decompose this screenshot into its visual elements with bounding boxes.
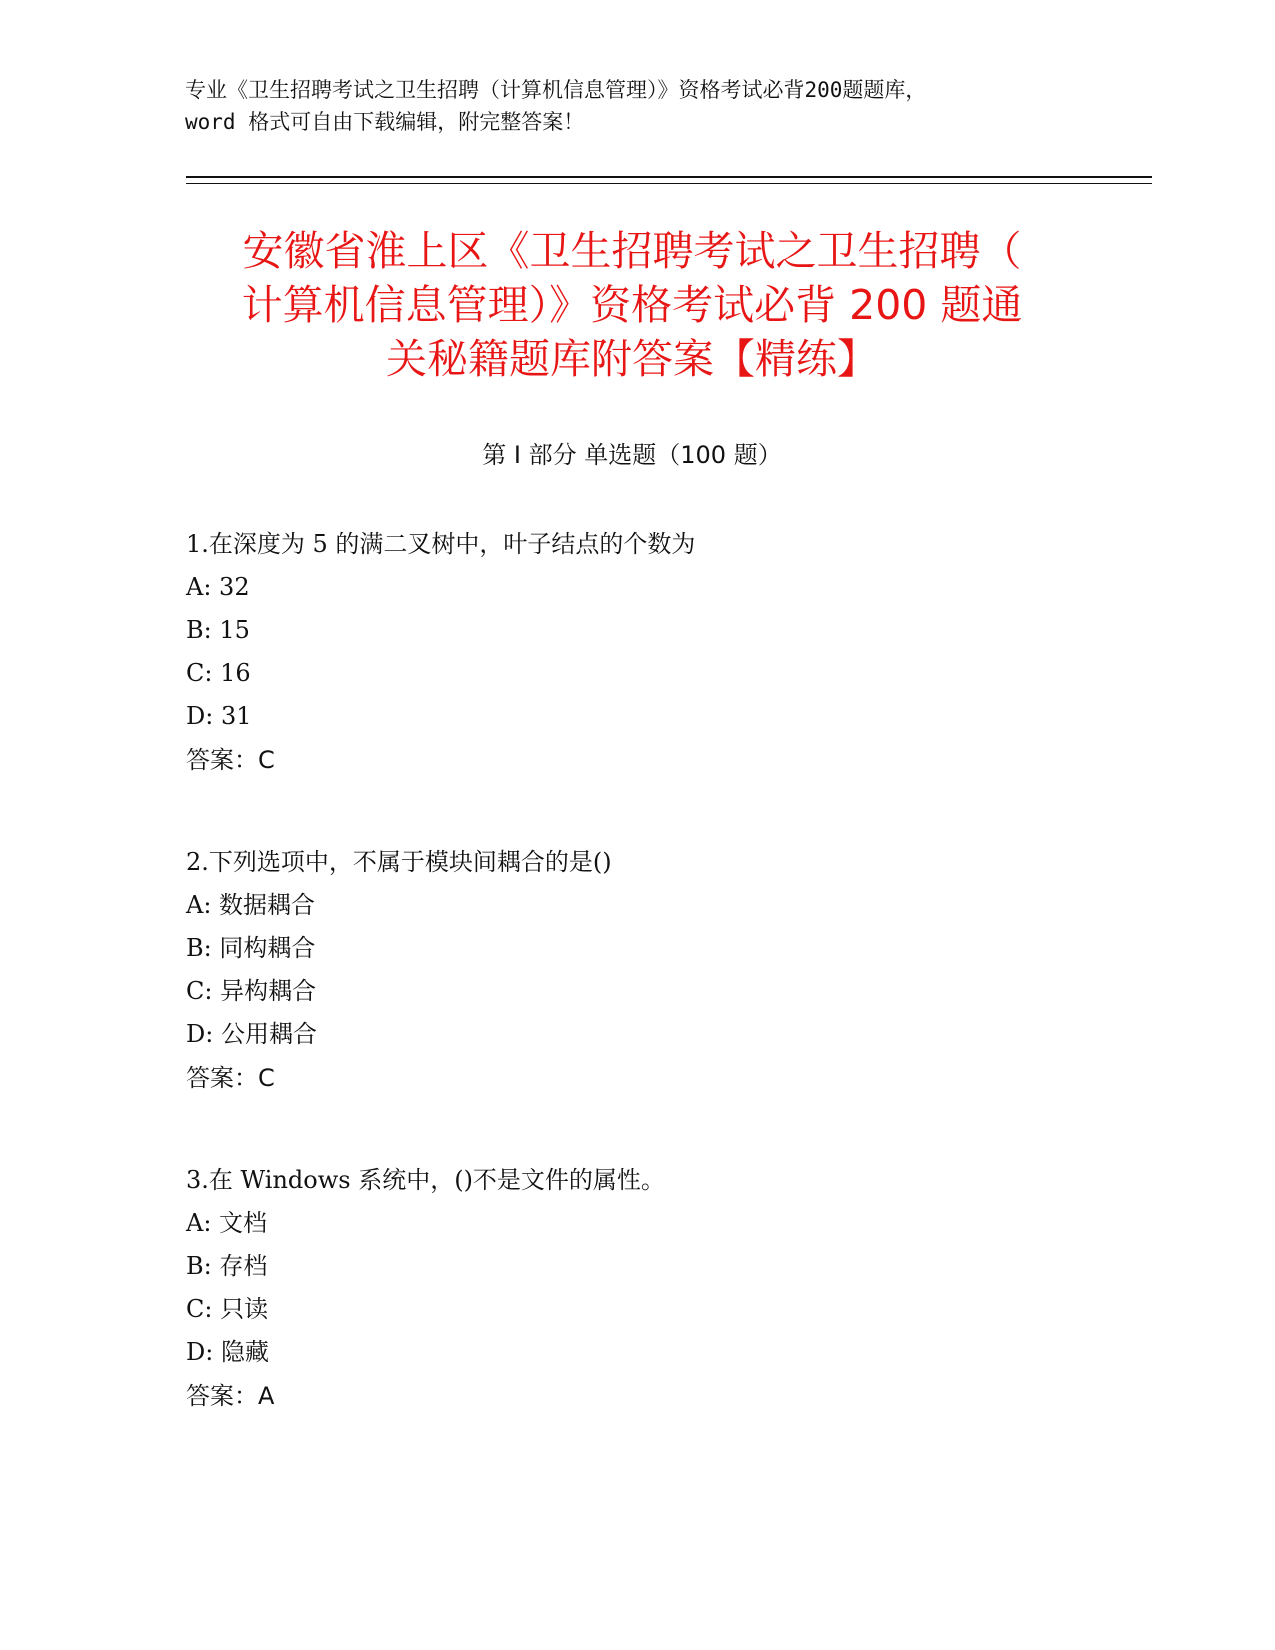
header-divider-thin bbox=[186, 183, 1152, 184]
header-note-line-2: word 格式可自由下载编辑，附完整答案！ bbox=[185, 110, 585, 134]
section-heading: 第 I 部分 单选题（100 题） bbox=[482, 441, 782, 469]
document-title bbox=[186, 224, 1078, 386]
answer-label: 答案：C bbox=[186, 1064, 275, 1092]
question-stem: 1.在深度为 5 的满二叉树中，叶子结点的个数为 bbox=[186, 530, 696, 558]
answer-label: 答案：A bbox=[186, 1382, 275, 1410]
question-stem: 2.下列选项中，不属于模块间耦合的是() bbox=[186, 848, 612, 876]
option-c: C: 异构耦合 bbox=[186, 977, 317, 1005]
option-a: A: 数据耦合 bbox=[186, 891, 316, 919]
document-title-line-1: 安徽省淮上区《卫生招聘考试之卫生招聘（ bbox=[242, 227, 1022, 275]
question-stem: 3.在 Windows 系统中，()不是文件的属性。 bbox=[186, 1166, 665, 1194]
document-title-line-3: 关秘籍题库附答案【精练】 bbox=[386, 335, 878, 383]
header-divider-thick bbox=[186, 176, 1152, 178]
option-d: D: 31 bbox=[186, 702, 252, 730]
header-note bbox=[185, 74, 1085, 138]
option-c: C: 16 bbox=[186, 659, 251, 687]
option-d: D: 公用耦合 bbox=[186, 1020, 317, 1048]
option-a: A: 32 bbox=[186, 573, 250, 601]
option-b: B: 15 bbox=[186, 616, 250, 644]
option-c: C: 只读 bbox=[186, 1295, 269, 1323]
document-title-line-2: 计算机信息管理）》资格考试必背 200 题通 bbox=[241, 281, 1023, 329]
header-note-line-1: 专业《卫生招聘考试之卫生招聘（计算机信息管理）》资格考试必背200题题库， bbox=[185, 78, 927, 102]
answer-label: 答案：C bbox=[186, 746, 275, 774]
option-b: B: 同构耦合 bbox=[186, 934, 316, 962]
option-a: A: 文档 bbox=[186, 1209, 268, 1237]
option-b: B: 存档 bbox=[186, 1252, 268, 1280]
option-d: D: 隐藏 bbox=[186, 1338, 269, 1366]
